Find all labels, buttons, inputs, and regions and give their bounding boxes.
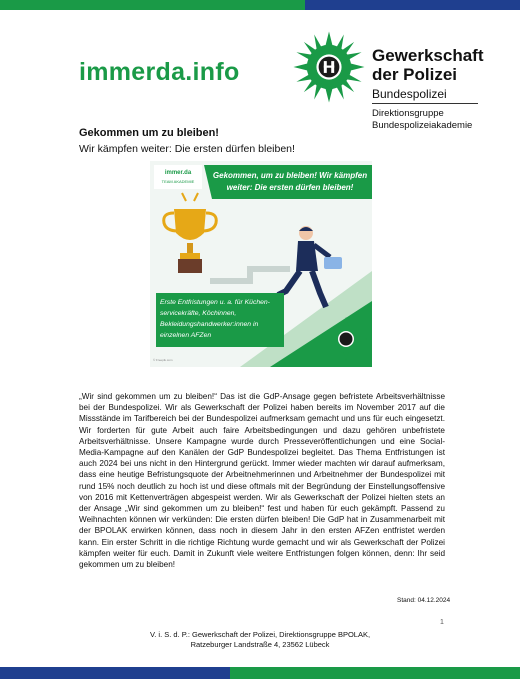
org-branch: Bundespolizei (372, 87, 478, 104)
article-headline: Gekommen um zu bleiben! (79, 127, 219, 139)
date-stamp: Stand: 04.12.2024 (397, 597, 451, 604)
article-subheadline: Wir kämpfen weiter: Die ersten dürfen bleiben! (79, 143, 295, 155)
banner-credit: © Freepik.com (153, 358, 173, 362)
org-name-line1: Gewerkschaft (372, 46, 484, 65)
banner-badge-top: immer.da (164, 170, 192, 176)
banner-title-line1: Gekommen, um zu bleiben! Wir kämpfen (212, 171, 368, 180)
imprint-line2: Ratzeburger Landstraße 4, 23562 Lübeck (190, 640, 330, 649)
bottom-bar-blue (0, 667, 230, 679)
bottom-bar-green (230, 667, 520, 679)
campaign-banner (150, 161, 372, 367)
imprint-line1: V. i. S. d. P.: Gewerkschaft der Polizei, Direktionsgruppe BPOLAK, (149, 630, 371, 639)
organization-block (372, 46, 484, 132)
banner-title-line2: weiter: Die ersten dürfen bleiben! (226, 183, 354, 192)
top-bar-blue (305, 0, 520, 10)
bottom-color-bar (0, 665, 520, 679)
banner-caption-line4: einzelnen AFZen (160, 332, 212, 339)
banner-caption-line2: servicekräfte, Köchinnen, (160, 310, 237, 317)
org-academy: Bundespolizeiakademie (372, 120, 473, 131)
page-number: 1 (440, 619, 444, 626)
banner-badge (154, 165, 202, 189)
org-group: Direktionsgruppe (372, 108, 444, 119)
org-name-line2: der Polizei (372, 65, 458, 84)
banner-badge-bottom: TEAM AKADEMIE (161, 179, 195, 184)
banner-caption-line1: Erste Entfristungen u. a. für Küchen- (160, 299, 270, 306)
imprint-footer (0, 630, 520, 650)
gdp-star-logo (292, 30, 366, 104)
article-body: „Wir sind gekommen um zu bleiben!“ Das ist die GdP-Ansage gegen befristete Arbeitsverhältnisse bei der Bundespolizei. Wir als Gewerkschaft der Polizei haben bereits im November 2017 auf die Missstände im Tarifbereich bei der Bundespolizei aufmerksam gemacht und uns für euch eingesetzt. Wir forderten für gute Arbeit auch faire Arbeitsbedingungen und dazu gehören unbefristete Arbeitsverhältnisse. Unsere Kampagne wurde durch Presseveröffentlichungen und eine Social-Media-Kampagne auf den Kanälen der GdP Bundespolizei begleitet. Das Thema Entfristungen ist auch 2024 bei uns nicht in den Hintergrund gerückt. Immer wieder machten wir darauf aufmerksam, dass eine heutige Befristungsquote der Arbeitnehmerinnen und Arbeitnehmer der Bundespolizei mit rund 15% noch deutlich zu hoch ist und diese oftmals mit der Begründung der Einstellungsoffensive von 2016 mit Kettenverträgen abgespeist werden. Wir als Gewerkschaft der Polizei hielten stets an der Ansage „Wir sind gekommen um zu bleiben!“ fest und haben für euch gekämpft. Passend zu Weihnachten können wir verkünden: Die ersten dürfen bleiben! Die GdP hat in Zusammenarbeit mit der BPOLAK erwirken können, dass noch in diesem Jahr in den ersten AFZen entfristet werden kann. Ein erster Schritt in die richtige Richtung wurde gemacht und wir als Gewerkschaft der Polizei kämpfen weiter für euch. Damit in Zukunft viele weitere Entfristungen folgen können, denn: Ihr seid gekommen um zu bleiben! (79, 392, 445, 570)
site-title: immerda.info (79, 58, 240, 86)
top-color-bar (0, 0, 520, 12)
top-bar-green (0, 0, 305, 10)
banner-caption-line3: Bekleidungshandwerker:innen in (160, 321, 259, 328)
